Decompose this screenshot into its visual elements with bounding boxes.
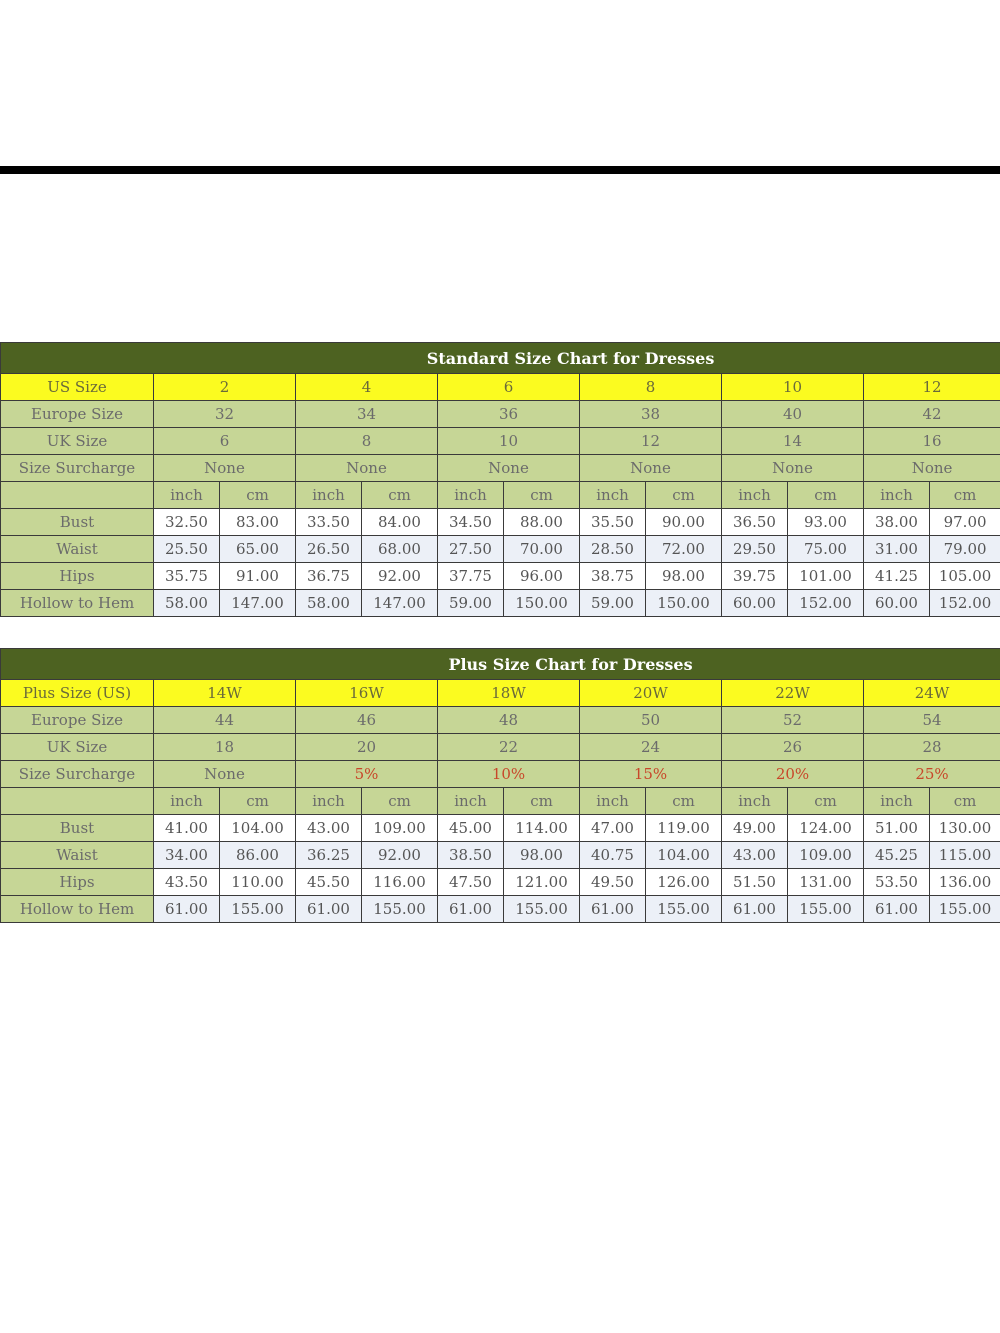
uk-size-value: 10 [438, 428, 580, 455]
measurement-inch: 36.25 [296, 842, 362, 869]
measurement-inch: 61.00 [154, 896, 220, 923]
measurement-cm: 79.00 [930, 536, 1000, 563]
size-value: 20W [580, 680, 722, 707]
measurement-inch: 35.50 [580, 509, 646, 536]
measurement-cm: 104.00 [646, 842, 722, 869]
measurement-cm: 105.00 [930, 563, 1000, 590]
measurement-cm: 114.00 [504, 815, 580, 842]
measurement-label: Hollow to Hem [1, 896, 154, 923]
size-value: 6 [438, 374, 580, 401]
size-surcharge-row [1, 455, 1000, 482]
measurement-inch: 58.00 [154, 590, 220, 617]
size-label: US Size [1, 374, 154, 401]
measurement-cm: 65.00 [220, 536, 296, 563]
measurement-inch: 43.50 [154, 869, 220, 896]
uk-size-value: 16 [864, 428, 1000, 455]
measurement-cm: 136.00 [930, 869, 1000, 896]
measurement-cm: 147.00 [362, 590, 438, 617]
size-value: 14W [154, 680, 296, 707]
measurement-inch: 37.75 [438, 563, 504, 590]
europe-size-value: 52 [722, 707, 864, 734]
measurement-inch: 43.00 [296, 815, 362, 842]
measurement-inch: 36.75 [296, 563, 362, 590]
top-divider-bar [0, 166, 1000, 174]
measurement-inch: 38.75 [580, 563, 646, 590]
unit-cm: cm [930, 482, 1000, 509]
measurement-inch: 59.00 [580, 590, 646, 617]
measurement-inch: 58.00 [296, 590, 362, 617]
measurement-inch: 38.00 [864, 509, 930, 536]
europe-size-row [1, 401, 1000, 428]
measurement-inch: 59.00 [438, 590, 504, 617]
measurement-inch: 61.00 [864, 896, 930, 923]
measurement-inch: 45.00 [438, 815, 504, 842]
unit-label-blank [1, 482, 154, 509]
measurement-inch: 33.50 [296, 509, 362, 536]
measurement-cm: 110.00 [220, 869, 296, 896]
uk-size-value: 6 [154, 428, 296, 455]
measurement-inch: 61.00 [438, 896, 504, 923]
size-value: 18W [438, 680, 580, 707]
measurement-inch: 38.50 [438, 842, 504, 869]
size-surcharge-value: None [580, 455, 722, 482]
europe-size-row [1, 707, 1000, 734]
measurement-inch: 53.50 [864, 869, 930, 896]
size-value: 4 [296, 374, 438, 401]
size-value: 22W [722, 680, 864, 707]
plus-size-chart [0, 648, 1000, 923]
measurement-cm: 92.00 [362, 842, 438, 869]
measurement-cm: 150.00 [504, 590, 580, 617]
chart-title-row [1, 649, 1000, 680]
uk-size-row [1, 734, 1000, 761]
measurement-label: Hips [1, 869, 154, 896]
measurement-cm: 155.00 [788, 896, 864, 923]
measurement-inch: 41.25 [864, 563, 930, 590]
uk-size-value: 24 [580, 734, 722, 761]
measurement-cm: 98.00 [504, 842, 580, 869]
uk-size-value: 12 [580, 428, 722, 455]
size-surcharge-value: None [438, 455, 580, 482]
size-surcharge-value: None [154, 455, 296, 482]
measurement-inch: 47.00 [580, 815, 646, 842]
uk-size-value: 22 [438, 734, 580, 761]
measurement-label: Waist [1, 536, 154, 563]
measurement-cm: 90.00 [646, 509, 722, 536]
measurement-inch: 45.50 [296, 869, 362, 896]
europe-size-value: 46 [296, 707, 438, 734]
measurement-cm: 91.00 [220, 563, 296, 590]
measurement-cm: 155.00 [362, 896, 438, 923]
measurement-inch: 61.00 [722, 896, 788, 923]
measurement-cm: 86.00 [220, 842, 296, 869]
measurement-inch: 51.00 [864, 815, 930, 842]
uk-size-label: UK Size [1, 428, 154, 455]
measurement-cm: 130.00 [930, 815, 1000, 842]
measurement-cm: 92.00 [362, 563, 438, 590]
measurement-label: Bust [1, 509, 154, 536]
measurement-cm: 98.00 [646, 563, 722, 590]
unit-cm: cm [220, 788, 296, 815]
unit-inch: inch [864, 482, 930, 509]
measurement-cm: 88.00 [504, 509, 580, 536]
unit-inch: inch [722, 788, 788, 815]
measurement-inch: 26.50 [296, 536, 362, 563]
europe-size-value: 44 [154, 707, 296, 734]
unit-cm: cm [362, 482, 438, 509]
measurement-cm: 101.00 [788, 563, 864, 590]
measurement-cm: 115.00 [930, 842, 1000, 869]
size-surcharge-value: 10% [438, 761, 580, 788]
measurement-cm: 155.00 [930, 896, 1000, 923]
measurement-inch: 39.75 [722, 563, 788, 590]
measurement-inch: 31.00 [864, 536, 930, 563]
unit-inch: inch [438, 788, 504, 815]
measurement-inch: 49.00 [722, 815, 788, 842]
size-value: 12 [864, 374, 1000, 401]
unit-inch: inch [580, 788, 646, 815]
measurement-label: Waist [1, 842, 154, 869]
size-value: 2 [154, 374, 296, 401]
measurement-inch: 47.50 [438, 869, 504, 896]
measurement-label: Hips [1, 563, 154, 590]
europe-size-value: 38 [580, 401, 722, 428]
measurement-cm: 83.00 [220, 509, 296, 536]
measurement-inch: 35.75 [154, 563, 220, 590]
measurement-inch: 29.50 [722, 536, 788, 563]
unit-row [1, 788, 1000, 815]
measurement-row [1, 815, 1000, 842]
measurement-label: Bust [1, 815, 154, 842]
uk-size-value: 20 [296, 734, 438, 761]
chart-title: Standard Size Chart for Dresses [1, 343, 1000, 374]
measurement-cm: 75.00 [788, 536, 864, 563]
measurement-cm: 97.00 [930, 509, 1000, 536]
unit-cm: cm [788, 788, 864, 815]
unit-cm: cm [646, 788, 722, 815]
measurement-cm: 116.00 [362, 869, 438, 896]
measurement-cm: 119.00 [646, 815, 722, 842]
measurement-inch: 61.00 [296, 896, 362, 923]
measurement-inch: 34.50 [438, 509, 504, 536]
uk-size-value: 18 [154, 734, 296, 761]
unit-inch: inch [438, 482, 504, 509]
uk-size-value: 28 [864, 734, 1000, 761]
measurement-row [1, 563, 1000, 590]
unit-inch: inch [864, 788, 930, 815]
size-surcharge-row [1, 761, 1000, 788]
measurement-cm: 96.00 [504, 563, 580, 590]
measurement-row [1, 509, 1000, 536]
europe-size-value: 48 [438, 707, 580, 734]
size-value: 8 [580, 374, 722, 401]
measurement-inch: 41.00 [154, 815, 220, 842]
measurement-row [1, 842, 1000, 869]
measurement-cm: 109.00 [362, 815, 438, 842]
measurement-cm: 152.00 [930, 590, 1000, 617]
measurement-inch: 49.50 [580, 869, 646, 896]
measurement-inch: 34.00 [154, 842, 220, 869]
unit-cm: cm [646, 482, 722, 509]
europe-size-label: Europe Size [1, 707, 154, 734]
measurement-cm: 68.00 [362, 536, 438, 563]
size-label: Plus Size (US) [1, 680, 154, 707]
size-row [1, 374, 1000, 401]
unit-row [1, 482, 1000, 509]
measurement-row [1, 590, 1000, 617]
unit-cm: cm [504, 482, 580, 509]
uk-size-row [1, 428, 1000, 455]
measurement-inch: 40.75 [580, 842, 646, 869]
unit-label-blank [1, 788, 154, 815]
measurement-cm: 150.00 [646, 590, 722, 617]
unit-inch: inch [722, 482, 788, 509]
measurement-inch: 61.00 [580, 896, 646, 923]
size-surcharge-value: 5% [296, 761, 438, 788]
size-surcharge-value: None [154, 761, 296, 788]
measurement-label: Hollow to Hem [1, 590, 154, 617]
measurement-inch: 32.50 [154, 509, 220, 536]
measurement-inch: 25.50 [154, 536, 220, 563]
measurement-inch: 45.25 [864, 842, 930, 869]
europe-size-value: 40 [722, 401, 864, 428]
measurement-cm: 152.00 [788, 590, 864, 617]
measurement-row [1, 896, 1000, 923]
measurement-cm: 131.00 [788, 869, 864, 896]
unit-cm: cm [504, 788, 580, 815]
size-surcharge-value: None [296, 455, 438, 482]
measurement-inch: 27.50 [438, 536, 504, 563]
measurement-cm: 109.00 [788, 842, 864, 869]
size-surcharge-label: Size Surcharge [1, 761, 154, 788]
europe-size-value: 50 [580, 707, 722, 734]
chart-title: Plus Size Chart for Dresses [1, 649, 1000, 680]
size-surcharge-value: None [864, 455, 1000, 482]
measurement-cm: 126.00 [646, 869, 722, 896]
standard-size-chart [0, 342, 1000, 617]
unit-cm: cm [788, 482, 864, 509]
measurement-row [1, 869, 1000, 896]
unit-inch: inch [154, 482, 220, 509]
size-value: 24W [864, 680, 1000, 707]
measurement-inch: 51.50 [722, 869, 788, 896]
measurement-cm: 72.00 [646, 536, 722, 563]
size-row [1, 680, 1000, 707]
measurement-cm: 70.00 [504, 536, 580, 563]
measurement-cm: 155.00 [220, 896, 296, 923]
size-value: 10 [722, 374, 864, 401]
europe-size-label: Europe Size [1, 401, 154, 428]
unit-inch: inch [580, 482, 646, 509]
measurement-inch: 43.00 [722, 842, 788, 869]
size-surcharge-value: 15% [580, 761, 722, 788]
measurement-inch: 60.00 [864, 590, 930, 617]
unit-cm: cm [362, 788, 438, 815]
uk-size-value: 26 [722, 734, 864, 761]
unit-cm: cm [220, 482, 296, 509]
unit-inch: inch [296, 482, 362, 509]
measurement-cm: 93.00 [788, 509, 864, 536]
measurement-cm: 147.00 [220, 590, 296, 617]
chart-title-row [1, 343, 1000, 374]
uk-size-value: 14 [722, 428, 864, 455]
measurement-cm: 121.00 [504, 869, 580, 896]
unit-cm: cm [930, 788, 1000, 815]
measurement-cm: 155.00 [504, 896, 580, 923]
size-surcharge-value: 25% [864, 761, 1000, 788]
measurement-inch: 60.00 [722, 590, 788, 617]
size-surcharge-label: Size Surcharge [1, 455, 154, 482]
measurement-cm: 155.00 [646, 896, 722, 923]
size-value: 16W [296, 680, 438, 707]
measurement-cm: 104.00 [220, 815, 296, 842]
unit-inch: inch [296, 788, 362, 815]
size-surcharge-value: None [722, 455, 864, 482]
uk-size-label: UK Size [1, 734, 154, 761]
measurement-cm: 124.00 [788, 815, 864, 842]
measurement-cm: 84.00 [362, 509, 438, 536]
measurement-row [1, 536, 1000, 563]
europe-size-value: 32 [154, 401, 296, 428]
europe-size-value: 34 [296, 401, 438, 428]
europe-size-value: 54 [864, 707, 1000, 734]
measurement-inch: 36.50 [722, 509, 788, 536]
unit-inch: inch [154, 788, 220, 815]
size-surcharge-value: 20% [722, 761, 864, 788]
uk-size-value: 8 [296, 428, 438, 455]
measurement-inch: 28.50 [580, 536, 646, 563]
europe-size-value: 36 [438, 401, 580, 428]
europe-size-value: 42 [864, 401, 1000, 428]
